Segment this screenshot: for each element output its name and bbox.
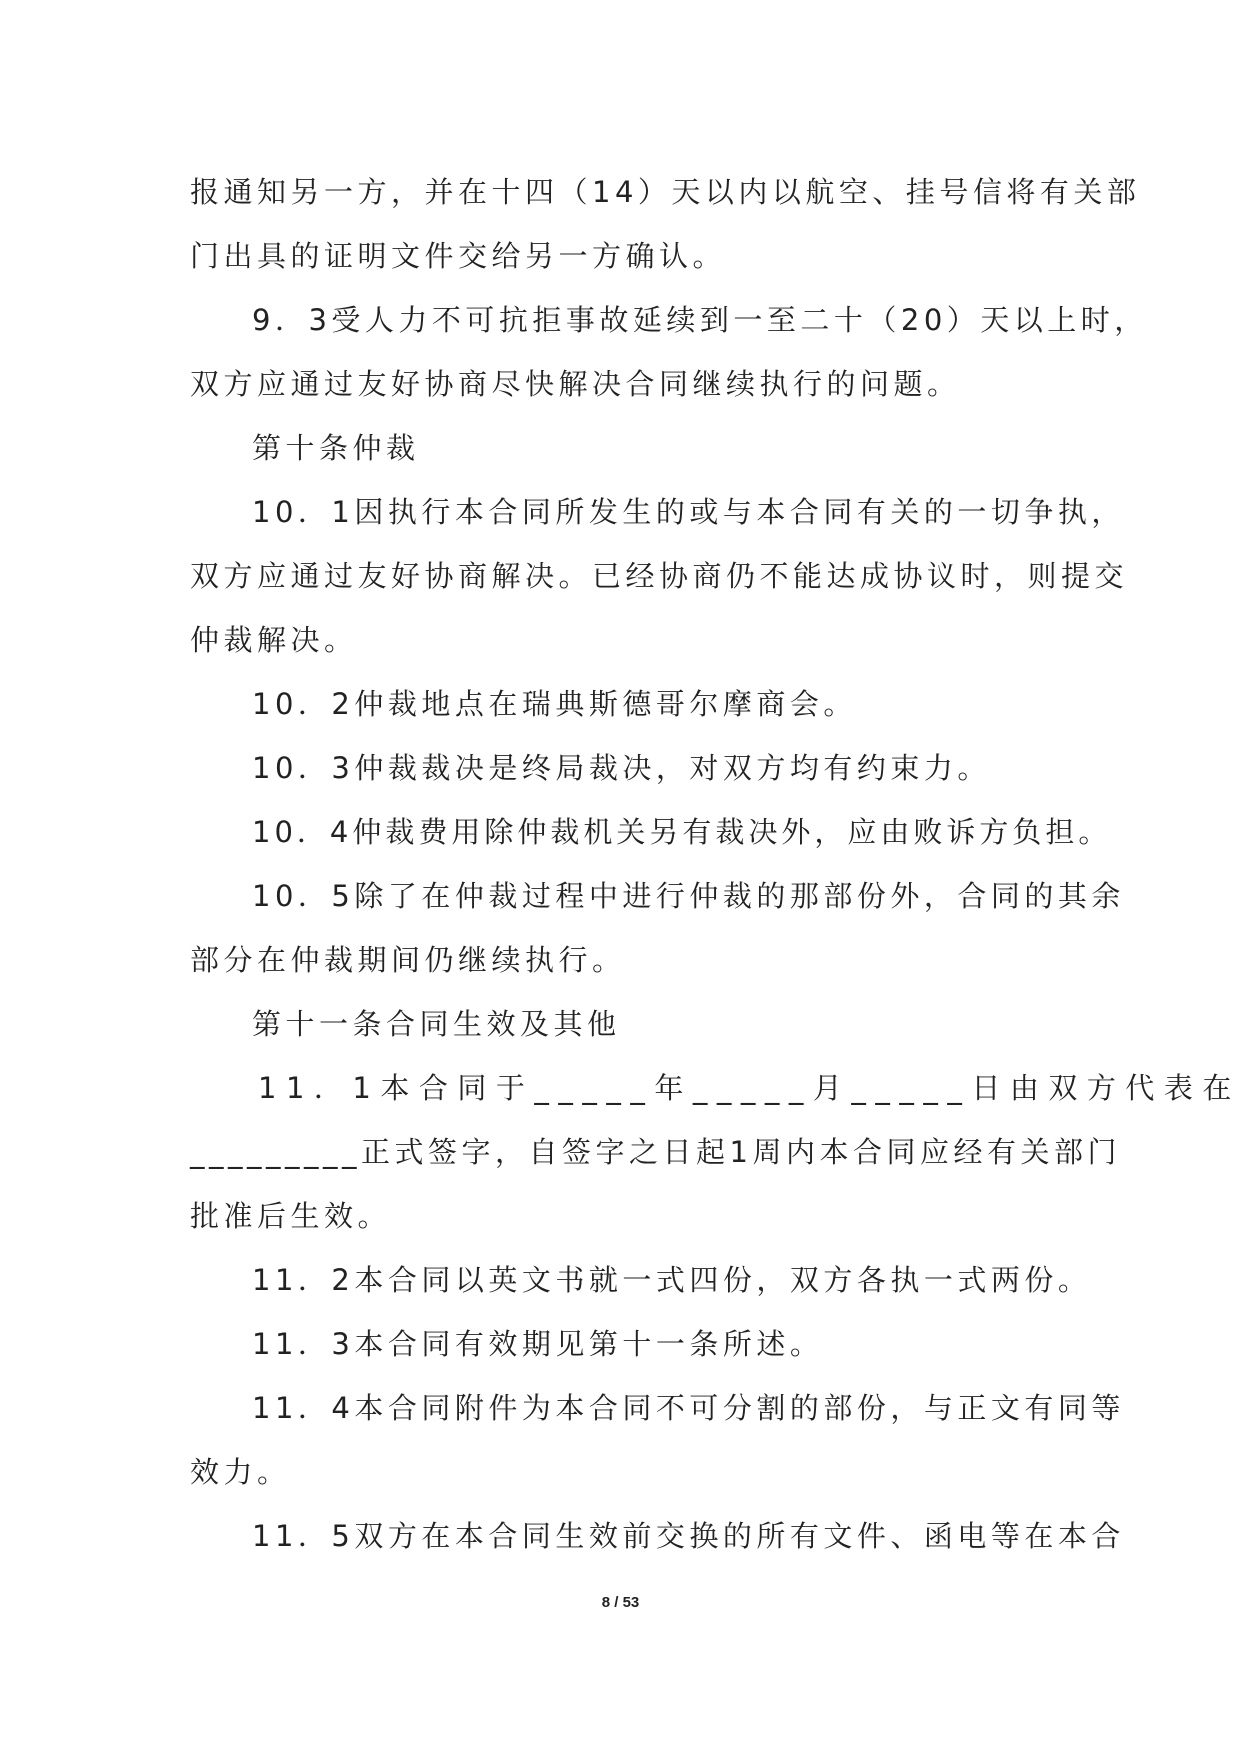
clause-line: 10．5除了在仲裁过程中进行仲裁的那部份外，合同的其余: [252, 879, 1125, 913]
clause-line: 10．1因执行本合同所发生的或与本合同有关的一切争执，: [252, 495, 1125, 529]
clause-line: 10．3仲裁裁决是终局裁决，对双方均有约束力。: [252, 751, 991, 785]
clause-line: 11．3本合同有效期见第十一条所述。: [252, 1327, 824, 1361]
clause-line: 10．2仲裁地点在瑞典斯德哥尔摩商会。: [252, 687, 857, 721]
body-line: _________正式签字，自签字之日起1周内本合同应经有关部门: [190, 1135, 1121, 1169]
body-line: 报通知另一方，并在十四（14）天以内以航空、挂号信将有关部: [190, 175, 1141, 209]
body-line: 批准后生效。: [190, 1199, 392, 1233]
body-line: 双方应通过友好协商尽快解决合同继续执行的问题。: [190, 367, 961, 401]
clause-line: 11．4本合同附件为本合同不可分割的部份，与正文有同等: [252, 1391, 1125, 1425]
section-heading: 第十一条合同生效及其他: [252, 1007, 621, 1041]
body-line: 仲裁解决。: [190, 623, 358, 657]
page-number: 8 / 53: [601, 1594, 640, 1611]
body-line: 双方应通过友好协商解决。已经协商仍不能达成协议时，则提交: [190, 559, 1129, 593]
clause-line: 9．3受人力不可抗拒事故延续到一至二十（20）天以上时，: [252, 303, 1148, 337]
clause-line: 11．5双方在本合同生效前交换的所有文件、函电等在本合: [252, 1519, 1125, 1553]
clause-line: 11．2本合同以英文书就一式四份，双方各执一式两份。: [252, 1263, 1092, 1297]
section-heading: 第十条仲裁: [252, 431, 420, 465]
clause-line: 11．1本合同于_____年_____月_____日由双方代表在: [258, 1071, 1241, 1105]
body-line: 效力。: [190, 1455, 291, 1489]
body-line: 部分在仲裁期间仍继续执行。: [190, 943, 626, 977]
clause-line: 10．4仲裁费用除仲裁机关另有裁决外，应由败诉方负担。: [252, 815, 1112, 849]
body-line: 门出具的证明文件交给另一方确认。: [190, 239, 727, 273]
document-body: [190, 160, 1241, 1568]
